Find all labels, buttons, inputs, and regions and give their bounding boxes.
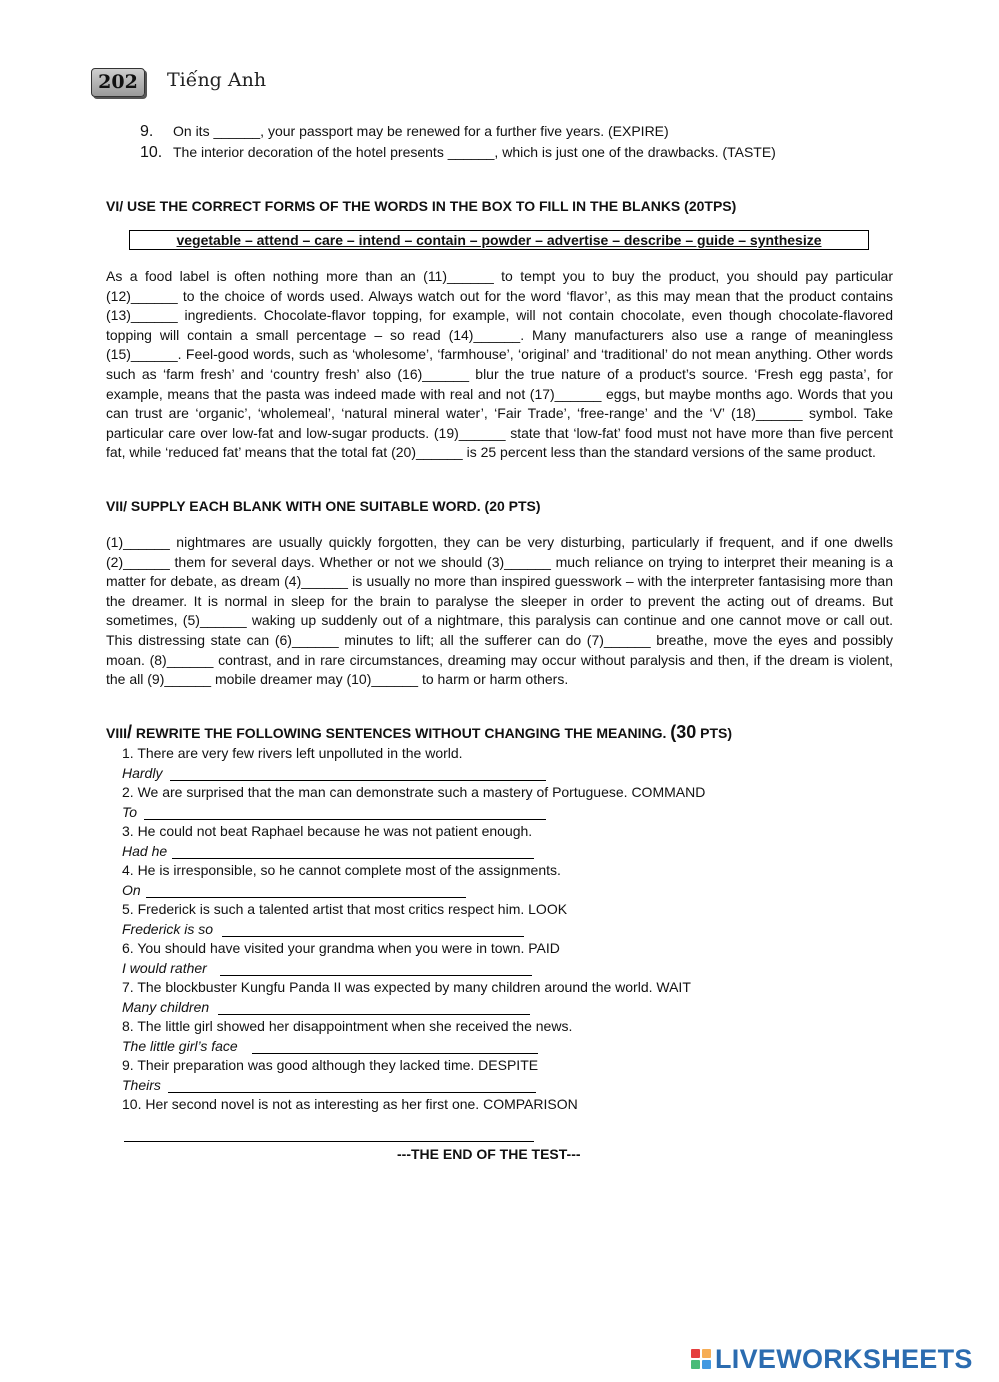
answer-blank[interactable] [146,897,466,898]
rewrite-answer-line[interactable] [122,764,842,784]
answer-blank[interactable] [218,1014,530,1015]
rewrite-question: 1. There are very few rivers left unpolluted in the world. [122,745,463,761]
item-text: On its ______, your passport may be renewed for a further five years. (EXPIRE) [173,123,669,139]
answer-blank[interactable] [170,780,546,781]
exercise-item-9 [140,123,669,141]
section-6-passage: As a food label is often nothing more than an (11)______ to tempt you to buy the product, you should pay particular (12)______ to the choice of words used. Always watch out for the word ‘flavor’, as this may mean that the product contains (13)______ ingredients. Chocolate-flavor topping, for example, will not contain chocolate, even though chocolate-flavored topping will contain a small percentage – so read (14)______. Many manufacturers also use a range of meaningless (15)______. Feel-good words, such as ‘wholesome’, ‘farmhouse’, ‘original’ and ‘traditional’ do not mean anything. Other words such as ‘farm fresh’ and ‘country fresh’ also (16)______ blur the true nature of a product’s source. ‘Fresh egg pasta’, for example, means that the pasta was indeed made with real and not (17)______ eggs, but maybe months ago. Words that you can trust are ‘organic’, ‘wholemeal’, ‘natural mineral water’, ‘Fair Trade’, ‘free-range’ and the ‘V’ (18)______ symbol. Take particular care over low-fat and low-sugar products. (19)______ state that ‘low-fat’ food must not have more than five percent fat, while ‘reduced fat’ means that the total fat (20)______ is 25 percent less than the standard versions of the same product. [106,268,893,461]
rewrite-answer-line[interactable] [122,803,842,823]
heading-points-label: PTS) [696,725,733,741]
section-8-heading [106,722,732,743]
page-subject: Tiếng Anh [167,69,267,91]
logo-square [691,1360,700,1369]
end-of-test: ---THE END OF THE TEST--- [397,1146,581,1162]
item-number: 10. [140,144,163,161]
exercise-item-10 [140,144,776,162]
answer-blank[interactable] [172,858,534,859]
rewrite-question: 7. The blockbuster Kungfu Panda II was expected by many children around the world. WAIT [122,979,691,995]
answer-prompt: Hardly [122,764,163,781]
heading-roman: VIII [106,725,128,741]
answer-prompt: Many children [122,998,210,1015]
rewrite-question: 9. Their preparation was good although they lacked time. DESPITE [122,1057,539,1073]
heading-slash: / [127,722,133,742]
answer-prompt: I would rather [122,959,207,976]
answer-blank[interactable] [220,975,532,976]
answer-blank[interactable] [144,819,546,820]
answer-prompt: The little girl’s face [122,1037,238,1054]
rewrite-question: 8. The little girl showed her disappointment when she received the news. [122,1018,573,1034]
section-7-passage: (1)______ nightmares are usually quickly forgotten, they can be very disturbing, particularly if frequent, and if one dwells (2)______ them for several days. Whether or not we should (3)______ much reliance on trying to interpret their meaning is a matter for debate, as dream (4)______ is usually no more than inspired guesswork – with the interpreter fantasising more than the dreamer. It is normal in sleep for the brain to paralyse the sleeper in order to prevent the acting out of dreams. But sometimes, (5)______ waking up suddenly out of a nightmare, this paralysis can continue and one cannot move or call out. This distressing state can (6)______ minutes to lift; all the sufferer can do (7)______ breathe, move the eyes and possibly moan. (8)______ contrast, and in rare circumstances, dreaming may occur without paralysis and then, if the dream is violent, the all (9)______ mobile dreamer may (10)______ to harm or harm others. [106,534,893,688]
answer-blank[interactable] [222,936,524,937]
answer-prompt: On [122,881,141,898]
section-6-heading: VI/ USE THE CORRECT FORMS OF THE WORDS IN THE BOX TO FILL IN THE BLANKS (20TPS) [106,198,737,214]
answer-prompt: To [122,803,138,820]
answer-prompt: Frederick is so [122,920,214,937]
rewrite-question: 10. Her second novel is not as interesting as her first one. COMPARISON [122,1096,578,1112]
answer-blank-10[interactable] [124,1141,534,1142]
rewrite-answer-line[interactable] [122,1076,842,1096]
answer-prompt: Had he [122,842,168,859]
rewrite-question: 3. He could not beat Raphael because he was not patient enough. [122,823,533,839]
logo-square [702,1360,711,1369]
rewrite-answer-line[interactable] [122,920,842,940]
logo-square [691,1349,700,1358]
item-number: 9. [140,123,154,140]
rewrite-answer-line[interactable] [122,1037,842,1057]
rewrite-answer-line[interactable] [122,881,842,901]
heading-points-number: (30 [670,722,697,742]
rewrite-list [122,744,842,1115]
item-text: The interior decoration of the hotel presents ______, which is just one of the drawbacks. (TASTE) [173,144,776,160]
rewrite-question: 6. You should have visited your grandma when you were in town. PAID [122,940,560,956]
rewrite-question: 4. He is irresponsible, so he cannot complete most of the assignments. [122,862,561,878]
section-7-heading: VII/ SUPPLY EACH BLANK WITH ONE SUITABLE WORD. (20 PTS) [106,498,541,514]
rewrite-answer-line[interactable] [122,959,842,979]
liveworksheets-logo[interactable] [691,1343,973,1374]
answer-prompt: Theirs [122,1076,161,1093]
heading-text: REWRITE THE FOLLOWING SENTENCES WITHOUT CHANGING THE MEANING. [132,725,671,741]
logo-text: LIVEWORKSHEETS [715,1343,973,1374]
logo-square [702,1349,711,1358]
rewrite-question: 2. We are surprised that the man can demonstrate such a mastery of Portuguese. COMMAND [122,784,706,800]
answer-blank[interactable] [252,1053,538,1054]
rewrite-question: 5. Frederick is such a talented artist that most critics respect him. LOOK [122,901,568,917]
word-box: vegetable – attend – care – intend – contain – powder – advertise – describe – guide – synthesize [129,230,869,250]
logo-icon [691,1349,711,1369]
rewrite-answer-line[interactable] [122,842,842,862]
answer-blank[interactable] [168,1092,536,1093]
rewrite-answer-line[interactable] [122,998,842,1018]
page-number-badge: 202 [91,68,145,97]
